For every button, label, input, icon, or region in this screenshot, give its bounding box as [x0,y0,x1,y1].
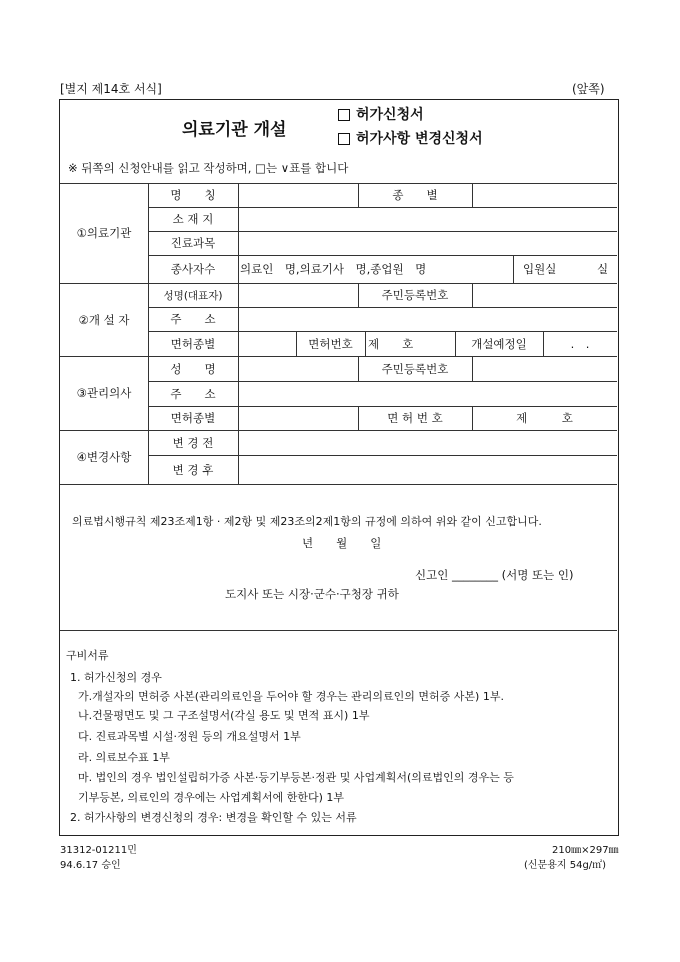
manager-license-no-field[interactable]: 제 호 [516,411,573,425]
documents-item-1: 1. 허가신청의 경우 [70,671,162,684]
documents-item-1d: 라. 의료보수표 1부 [78,751,170,764]
manager-rrn-label: 주민등록번호 [381,361,449,376]
beds-label: 입원실 [523,262,557,276]
applicant-signature[interactable]: 신고인 ________ (서명 또는 인) [415,568,574,582]
option-permit[interactable] [338,104,424,124]
manager-license-no-label: 면 허 번 호 [387,411,443,425]
staff-label: 종사자수 [170,262,216,276]
page-side: (앞쪽) [572,82,605,96]
option-permit-label: 허가신청서 [356,107,424,123]
form-code: 31312-01211민 [60,845,137,856]
institution-name-label: 명 칭 [170,188,216,202]
institution-type-field[interactable] [473,184,616,206]
institution-address-label: 소 재 지 [172,212,214,226]
institution-address-field[interactable] [239,208,616,230]
change-after-label: 변 경 후 [172,462,214,477]
manager-license-type-field[interactable] [239,407,357,429]
founder-license-no-field[interactable]: 제 호 [368,336,414,351]
option-change-label: 허가사항 변경신청서 [356,131,483,147]
declaration-date[interactable]: 년 월 일 [302,536,382,550]
founder-address-field[interactable] [239,308,616,330]
founder-rrn-field[interactable] [473,284,616,306]
change-checkbox[interactable] [338,133,350,145]
documents-item-1a: 가.개설자의 면허증 사본(관리의료인을 두어야 할 경우는 관리의료인의 면허증 사본) 1부. [78,690,504,703]
paper-size: 210㎜×297㎜ [552,845,619,856]
manager-address-field[interactable] [239,382,616,405]
beds-unit[interactable]: 실 [597,262,609,276]
instruction-note: ※ 뒤쪽의 신청안내를 읽고 작성하며, □는 ∨표를 합니다 [68,161,349,175]
founder-name-field[interactable] [239,284,357,306]
documents-item-1e-cont: 기부등본, 의료인의 경우에는 사업계획서에 한한다) 1부 [78,791,345,804]
option-change[interactable] [338,128,483,148]
founder-rrn-label: 주민등록번호 [381,288,449,302]
founder-license-no-label: 면허번호 [308,336,353,351]
section-changes: ④변경사항 [76,450,132,464]
documents-item-1e: 마. 법인의 경우 법인설립허가증 사본·등기부등본·정관 및 사업계획서(의료법인의 경우는 등 [78,771,514,784]
approval-date: 94.6.17 승인 [60,860,121,871]
section-founder: ②개 설 자 [78,312,130,327]
recipient: 도지사 또는 시장·군수·구청장 귀하 [225,587,399,601]
change-before-label: 변 경 전 [172,435,214,450]
manager-rrn-field[interactable] [473,357,616,380]
documents-item-1b: 나.건물평면도 및 그 구조설명서(각실 용도 및 면적 표시) 1부 [78,709,370,722]
subjects-label: 진료과목 [170,236,216,250]
documents-item-1c: 다. 진료과목별 시설·정원 등의 개요설명서 1부 [78,730,301,743]
declaration-text: 의료법시행규칙 제23조제1항 · 제2항 및 제23조의2제1항의 규정에 의하여 위와 같이 신고합니다. [72,515,542,528]
documents-item-2: 2. 허가사항의 변경신청의 경우: 변경을 확인할 수 있는 서류 [70,811,357,824]
manager-name-field[interactable] [239,357,357,380]
form-number: [별지 제14호 서식] [60,82,162,96]
staff-count-field[interactable]: 의료인 명,의료기사 명,종업원 명 [240,262,427,276]
application-form [59,99,619,836]
institution-name-field[interactable] [239,184,357,206]
change-before-field[interactable] [239,431,616,454]
open-date-label: 개설예정일 [471,336,527,351]
permit-checkbox[interactable] [338,109,350,121]
founder-license-type-field[interactable] [239,332,295,355]
form-title: 의료기관 개설 [182,120,287,140]
section-institution: ①의료기관 [76,226,132,240]
paper-type: (신문용지 54g/㎡) [524,860,607,871]
institution-type-label: 종 별 [392,188,438,202]
open-date-field[interactable]: . . [570,336,590,351]
manager-address-label: 주 소 [170,386,216,401]
manager-name-label: 성 명 [170,361,216,376]
section-manager: ③관리의사 [76,386,132,400]
founder-license-type-label: 면허종별 [170,336,216,351]
subjects-field[interactable] [239,232,616,254]
change-after-field[interactable] [239,456,616,483]
manager-license-type-label: 면허종별 [170,411,216,425]
founder-name-label: 성명(대표자) [163,289,223,302]
founder-address-label: 주 소 [170,312,216,326]
documents-heading: 구비서류 [66,649,109,662]
